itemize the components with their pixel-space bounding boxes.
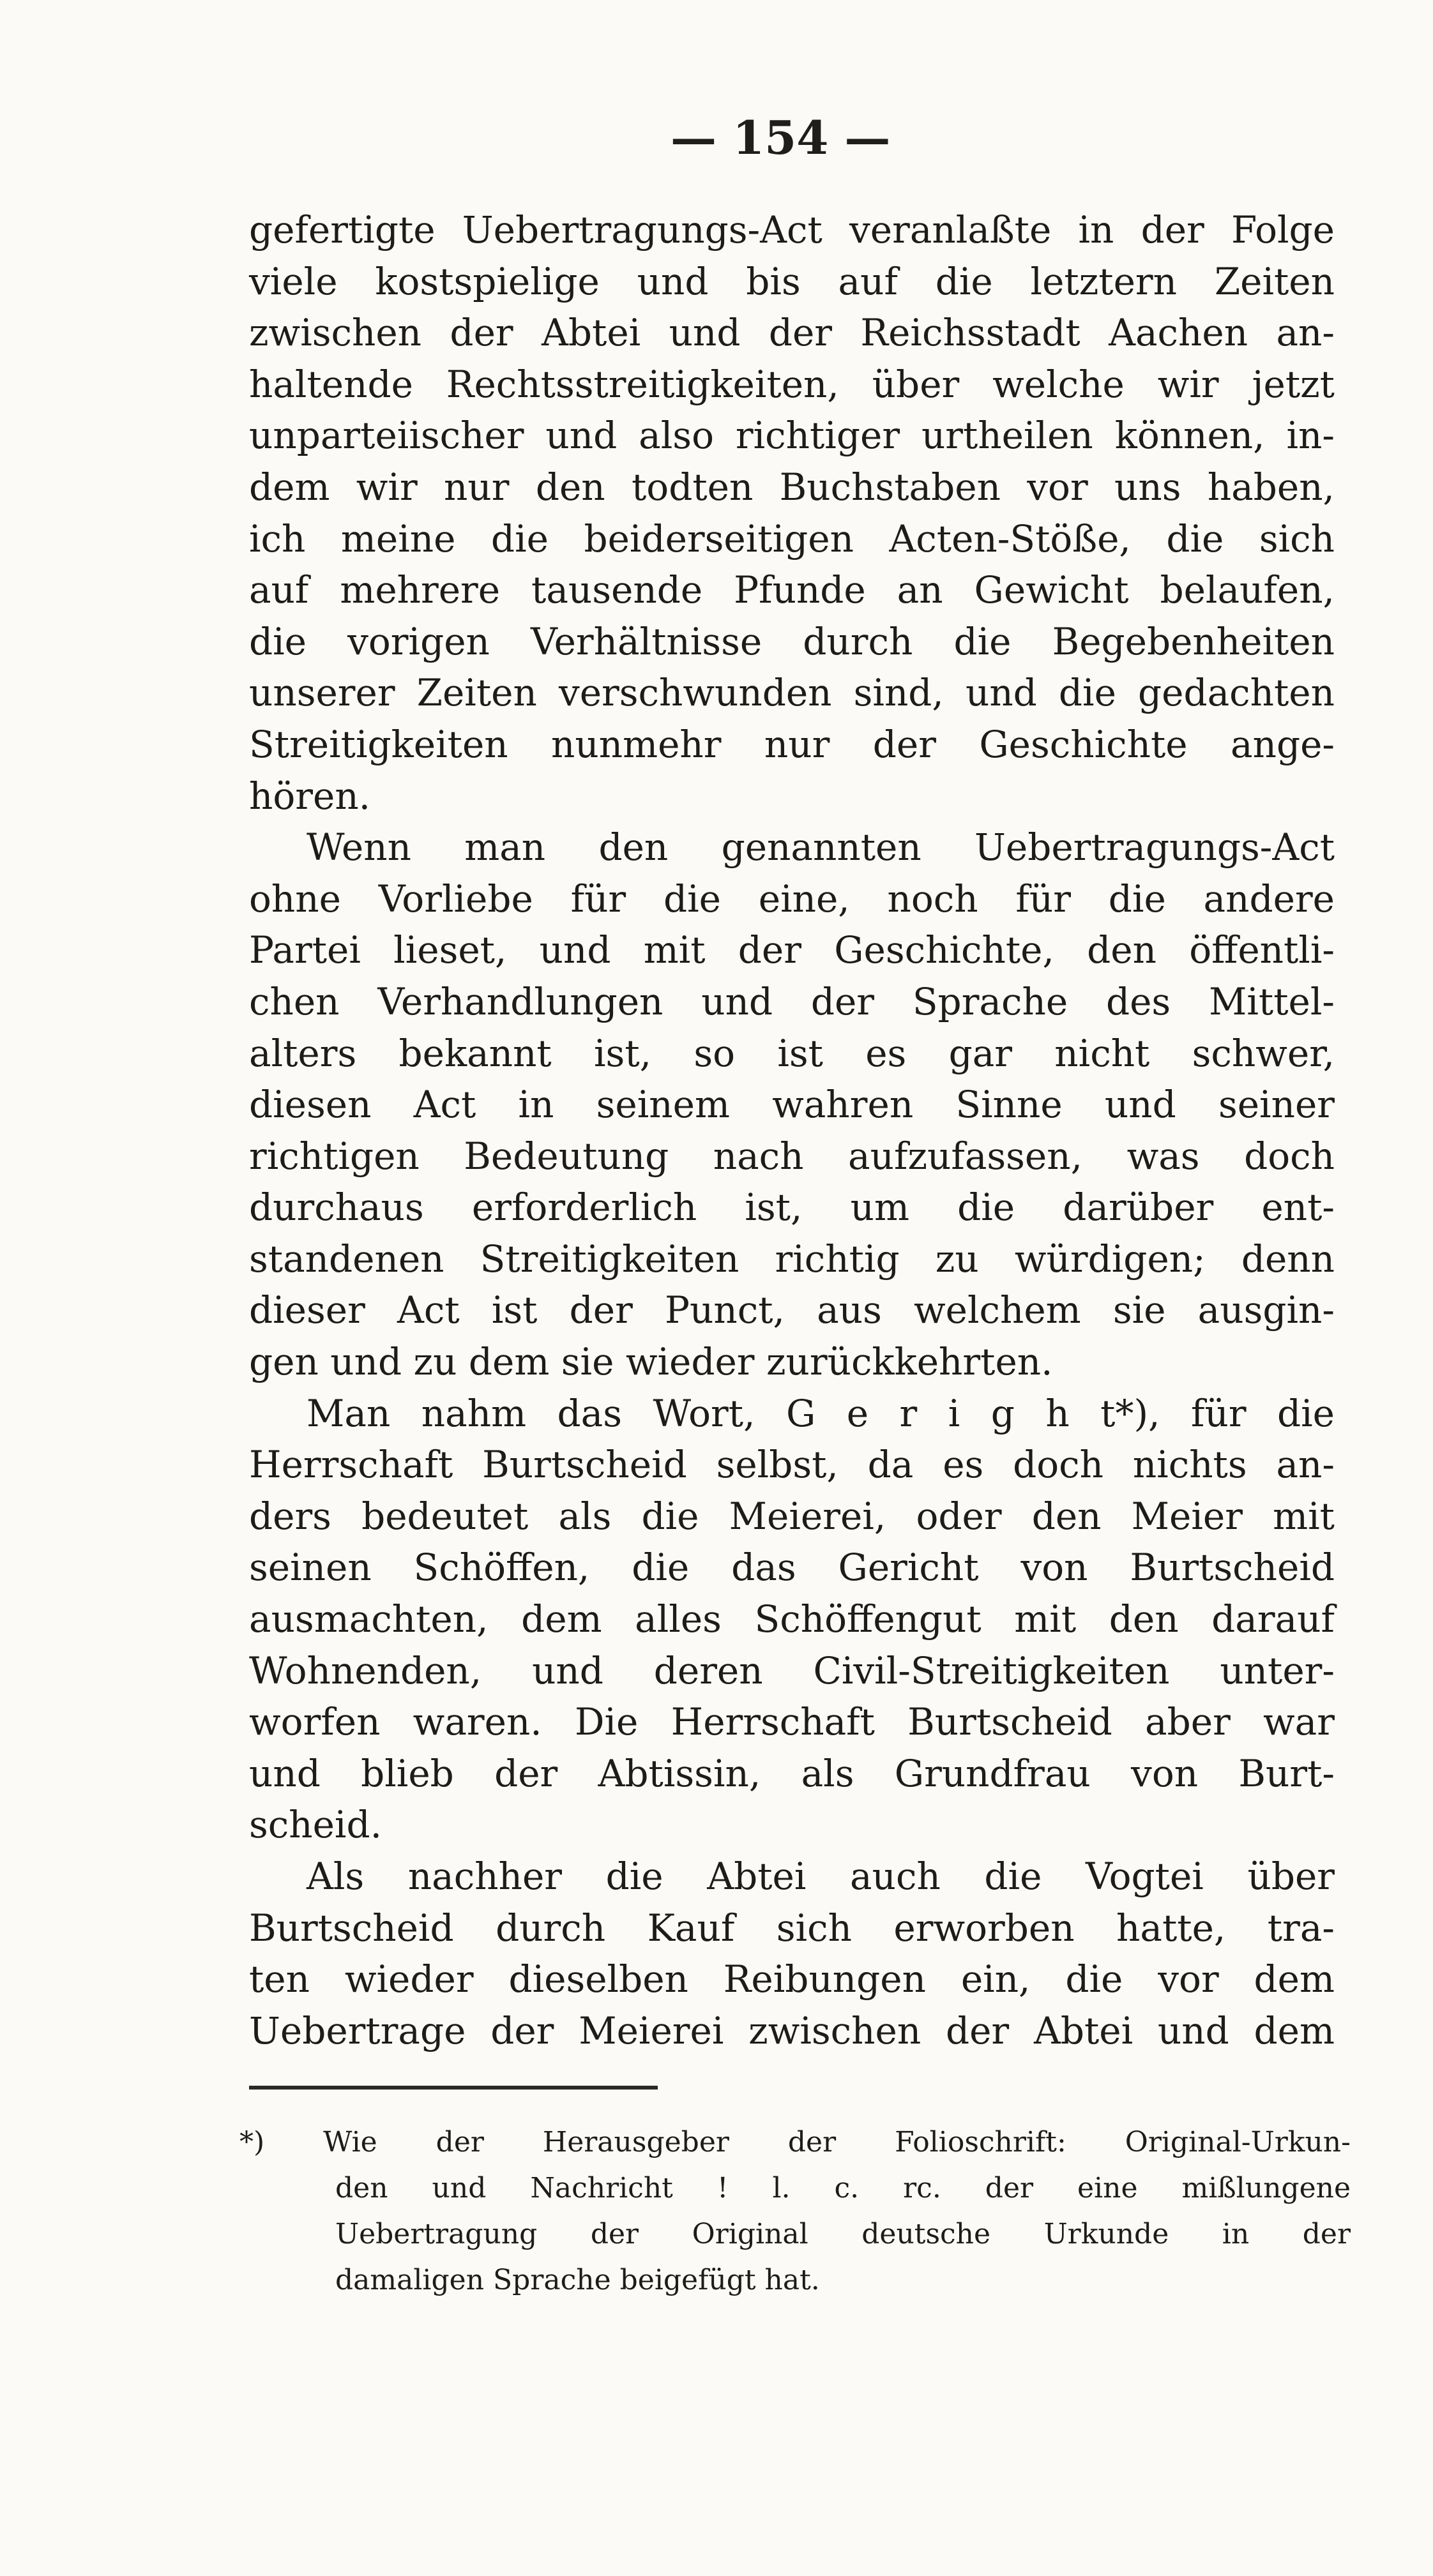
text-line: unserer Zeiten verschwunden sind, und die gedachten	[249, 671, 1335, 715]
text-line: standenen Streitigkeiten richtig zu würdigen; denn	[249, 1237, 1335, 1281]
text-line: scheid.	[249, 1803, 383, 1847]
text-line: Uebertrage der Meierei zwischen der Abtei und dem	[249, 2008, 1335, 2053]
text-line: auf mehrere tausende Pfunde an Gewicht belaufen,	[249, 568, 1335, 612]
text-line: ausmachten, dem alles Schöffengut mit den darauf	[249, 1597, 1335, 1641]
text-line: worfen waren. Die Herrschaft Burtscheid aber war	[249, 1700, 1335, 1744]
paragraph-3	[249, 1388, 1335, 1851]
text-line: ohne Vorliebe für die eine, noch für die andere	[249, 877, 1335, 921]
text-line: zwischen der Abtei und der Reichsstadt Aachen an-	[249, 311, 1335, 355]
text-line: die vorigen Verhältnisse durch die Begebenheiten	[249, 619, 1335, 663]
text-line: dieser Act ist der Punct, aus welchem sie ausgin-	[249, 1288, 1335, 1332]
text-line: dem wir nur den todten Buchstaben vor uns haben,	[249, 465, 1335, 509]
text-line: durchaus erforderlich ist, um die darüber ent-	[249, 1186, 1335, 1230]
text-line: gen und zu dem sie wieder zurückkehrten.	[249, 1340, 1053, 1384]
footnote-separator	[249, 2086, 658, 2090]
footnote-line: Uebertragung der Original deutsche Urkunde in der	[335, 2218, 1351, 2250]
text-line: ten wieder dieselben Reibungen ein, die vor dem	[249, 1957, 1335, 2001]
footnote-line: *) Wie der Herausgeber der Folioschrift: Original-Urkun-	[239, 2126, 1351, 2158]
text-line: viele kostspielige und bis auf die letztern Zeiten	[249, 259, 1335, 303]
footnote	[239, 2120, 1351, 2303]
text-line: Wohnenden, und deren Civil-Streitigkeiten unter-	[249, 1648, 1335, 1692]
text-line: Herrschaft Burtscheid selbst, da es doch nichts an-	[249, 1443, 1335, 1487]
paragraph-4	[249, 1851, 1335, 2056]
text-line: diesen Act in seinem wahren Sinne und seiner	[249, 1083, 1335, 1127]
text-line: Partei lieset, und mit der Geschichte, den öffentli-	[249, 928, 1335, 972]
text-line: alters bekannt ist, so ist es gar nicht schwer,	[249, 1031, 1335, 1075]
footnote-line: den und Nachricht ! l. c. rc. der eine mißlungene	[335, 2172, 1351, 2204]
text-line: Man nahm das Wort, G e r i g h t*), für die	[307, 1391, 1335, 1435]
page-number: — 154 —	[671, 110, 891, 165]
text-line: haltende Rechtsstreitigkeiten, über welche wir jetzt	[249, 362, 1335, 406]
text-line: ich meine die beiderseitigen Acten-Stöße, die sich	[249, 516, 1335, 561]
body-text	[249, 204, 1335, 2056]
paragraph-2	[249, 822, 1335, 1388]
text-line: gefertigte Uebertragungs-Act veranlaßte in der Folge	[249, 208, 1335, 252]
text-line: Als nachher die Abtei auch die Vogtei über	[307, 1855, 1335, 1898]
footnote-line: damaligen Sprache beigefügt hat.	[335, 2264, 820, 2296]
text-line: chen Verhandlungen und der Sprache des Mittel-	[249, 979, 1335, 1023]
text-line: hören.	[249, 774, 371, 818]
text-line: seinen Schöffen, die das Gericht von Burtscheid	[249, 1546, 1335, 1590]
text-line: und blieb der Abtissin, als Grundfrau von Burt-	[249, 1751, 1335, 1795]
paragraph-1	[249, 204, 1335, 822]
text-line: Streitigkeiten nunmehr nur der Geschichte ange-	[249, 722, 1335, 766]
text-line: Burtscheid durch Kauf sich erworben hatte, tra-	[249, 1906, 1335, 1950]
text-line: unparteiischer und also richtiger urtheilen können, in-	[249, 414, 1335, 458]
text-line: ders bedeutet als die Meierei, oder den Meier mit	[249, 1494, 1335, 1538]
text-line: richtigen Bedeutung nach aufzufassen, was doch	[249, 1134, 1335, 1178]
text-line: Wenn man den genannten Uebertragungs-Act	[307, 825, 1335, 870]
